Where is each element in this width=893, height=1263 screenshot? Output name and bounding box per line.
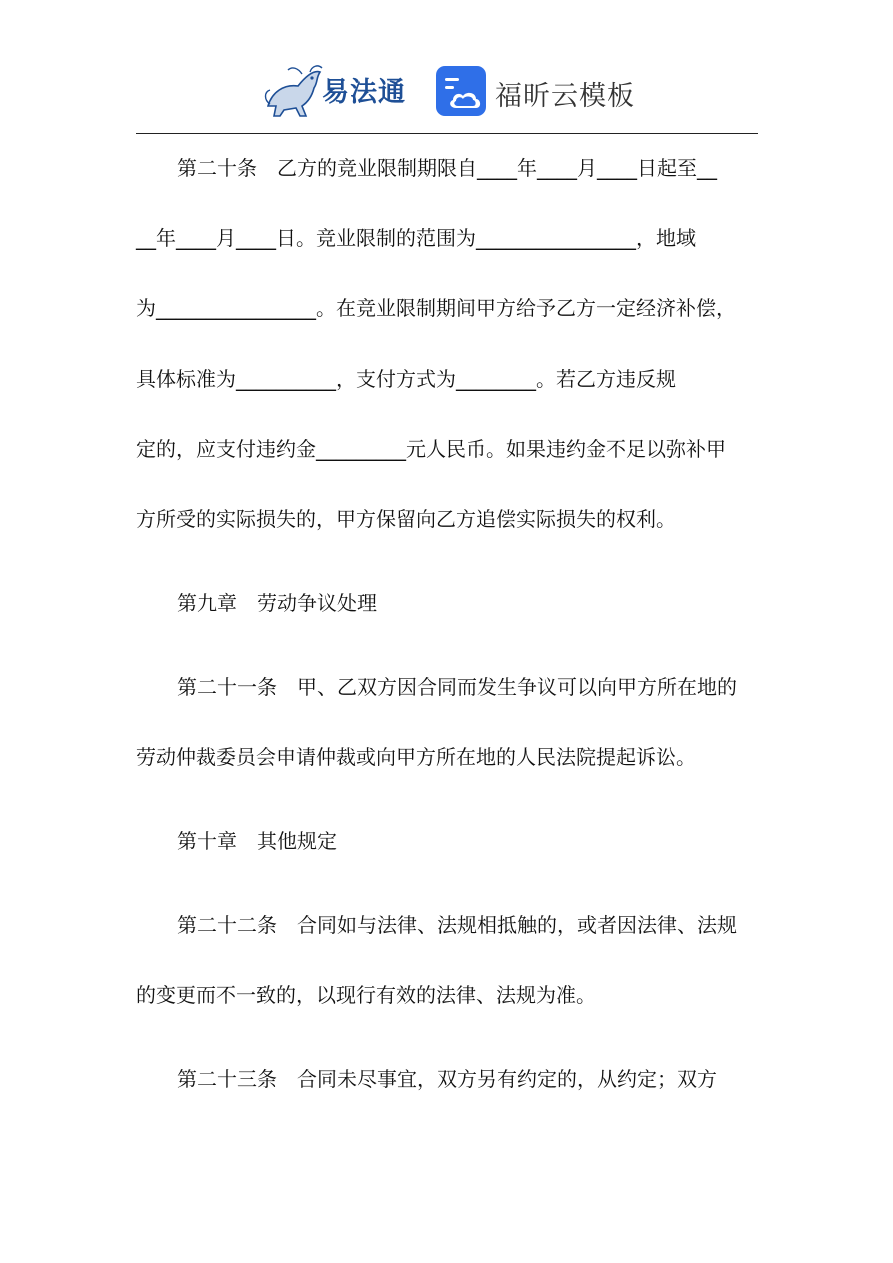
article-20-line-5: 定的，应支付违约金_________元人民币。如果违约金不足以弥补甲 — [136, 437, 726, 461]
chapter-9-heading: 第九章 劳动争议处理 — [177, 591, 377, 615]
header-divider — [136, 133, 758, 134]
chapter-10-heading: 第十章 其他规定 — [177, 829, 337, 853]
article-20-line-3: 为________________。在竞业限制期间甲方给予乙方一定经济补偿， — [136, 296, 736, 320]
article-23-line-1: 第二十三条 合同未尽事宜，双方另有约定的，从约定；双方 — [177, 1067, 717, 1091]
foxit-cloud-template-title: 福昕云模板 — [495, 81, 635, 112]
article-22-line-2: 的变更而不一致的，以现行有效的法律、法规为准。 — [136, 983, 596, 1007]
article-20-line-6: 方所受的实际损失的，甲方保留向乙方追偿实际损失的权利。 — [136, 507, 676, 531]
article-20-line-2: __年____月____日。竞业限制的范围为________________，地域 — [136, 226, 696, 250]
article-20-line-4: 具体标准为__________，支付方式为________。若乙方违反规 — [136, 367, 676, 391]
article-21-line-1: 第二十一条 甲、乙双方因合同而发生争议可以向甲方所在地的 — [177, 675, 737, 699]
foxit-cloud-logo-icon — [436, 66, 486, 116]
article-22-line-1: 第二十二条 合同如与法律、法规相抵触的，或者因法律、法规 — [177, 913, 737, 937]
article-21-line-2: 劳动仲裁委员会申请仲裁或向甲方所在地的人民法院提起诉讼。 — [136, 745, 696, 769]
article-20-line-1: 第二十条 乙方的竞业限制期限自____年____月____日起至__ — [177, 156, 717, 180]
yifatong-logo-text: 易法通 — [322, 77, 406, 108]
page-header — [0, 0, 893, 136]
